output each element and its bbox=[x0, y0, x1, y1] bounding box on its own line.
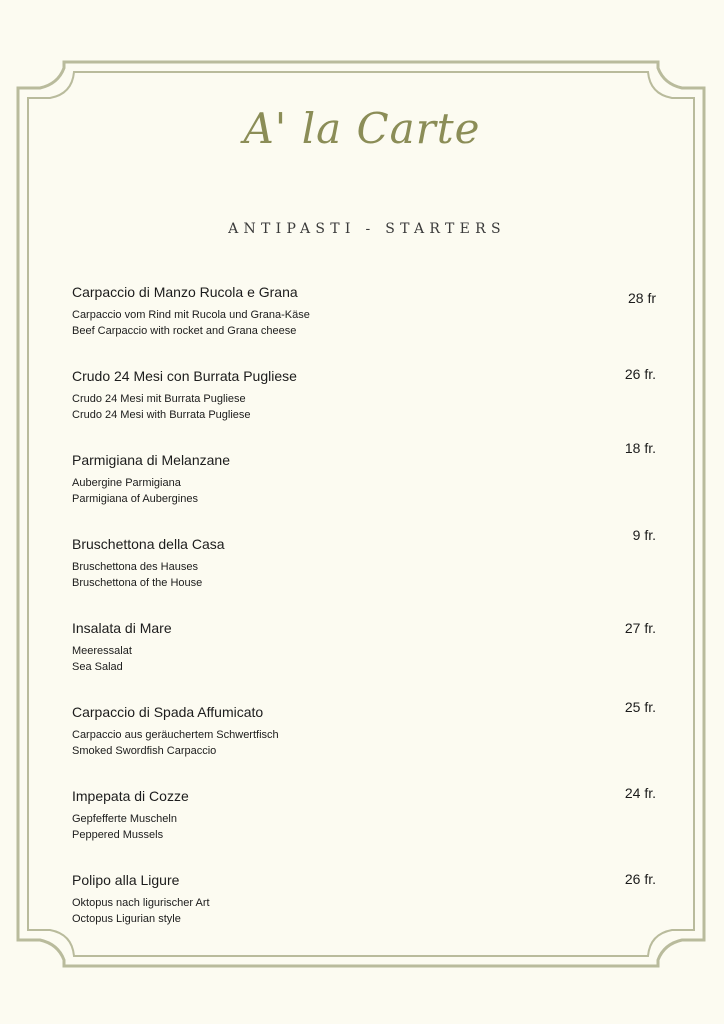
item-desc-de: Oktopus nach ligurischer Art bbox=[72, 897, 210, 909]
item-desc-de: Carpaccio vom Rind mit Rucola und Grana-Käse bbox=[72, 309, 310, 321]
menu-item bbox=[72, 527, 656, 591]
item-name: Insalata di Mare bbox=[72, 620, 172, 636]
item-price: 24 fr. bbox=[624, 785, 656, 801]
menu-item bbox=[72, 440, 656, 507]
menu-item bbox=[72, 699, 656, 759]
section-title: ANTIPASTI - STARTERS bbox=[228, 221, 506, 237]
item-description bbox=[72, 559, 656, 591]
menu-item bbox=[72, 787, 656, 843]
item-description bbox=[72, 895, 656, 927]
item-desc-en: Beef Carpaccio with rocket and Grana cheese bbox=[72, 325, 297, 337]
item-price: 28 fr bbox=[627, 290, 656, 306]
item-desc-de: Bruschettona des Hauses bbox=[72, 561, 198, 573]
item-price: 9 fr. bbox=[632, 527, 656, 543]
item-description bbox=[72, 391, 656, 423]
item-name: Impepata di Cozze bbox=[72, 788, 189, 804]
item-desc-de: Aubergine Parmigiana bbox=[72, 477, 181, 489]
item-description bbox=[72, 475, 656, 507]
item-desc-de: Crudo 24 Mesi mit Burrata Pugliese bbox=[72, 393, 246, 405]
item-description bbox=[72, 727, 656, 759]
item-desc-en: Sea Salad bbox=[72, 661, 123, 673]
item-price: 26 fr. bbox=[624, 366, 656, 382]
item-description bbox=[72, 307, 656, 339]
item-desc-en: Octopus Ligurian style bbox=[72, 913, 181, 925]
item-name: Parmigiana di Melanzane bbox=[72, 452, 230, 468]
item-price: 25 fr. bbox=[624, 699, 656, 715]
menu-item bbox=[72, 367, 656, 423]
item-price: 26 fr. bbox=[624, 871, 656, 887]
item-name: Carpaccio di Manzo Rucola e Grana bbox=[72, 284, 298, 300]
item-desc-en: Parmigiana of Aubergines bbox=[72, 493, 198, 505]
item-price: 18 fr. bbox=[624, 440, 656, 456]
item-name: Bruschettona della Casa bbox=[72, 536, 225, 552]
item-desc-en: Bruschettona of the House bbox=[72, 577, 203, 589]
menu-item bbox=[72, 871, 656, 927]
item-description bbox=[72, 811, 656, 843]
item-description bbox=[72, 643, 656, 675]
item-price: 27 fr. bbox=[624, 620, 656, 636]
item-name: Polipo alla Ligure bbox=[72, 872, 180, 888]
item-name: Carpaccio di Spada Affumicato bbox=[72, 704, 264, 720]
item-desc-de: Meeressalat bbox=[72, 645, 132, 657]
menu-title: A' la Carte bbox=[243, 104, 481, 153]
menu-item bbox=[72, 283, 656, 339]
item-desc-de: Gepfefferte Muscheln bbox=[72, 813, 177, 825]
item-name: Crudo 24 Mesi con Burrata Pugliese bbox=[72, 368, 297, 384]
item-desc-en: Peppered Mussels bbox=[72, 829, 164, 841]
item-desc-en: Crudo 24 Mesi with Burrata Pugliese bbox=[72, 409, 251, 421]
item-desc-en: Smoked Swordfish Carpaccio bbox=[72, 745, 217, 757]
menu-item bbox=[72, 619, 656, 675]
item-desc-de: Carpaccio aus geräuchertem Schwertfisch bbox=[72, 729, 279, 741]
